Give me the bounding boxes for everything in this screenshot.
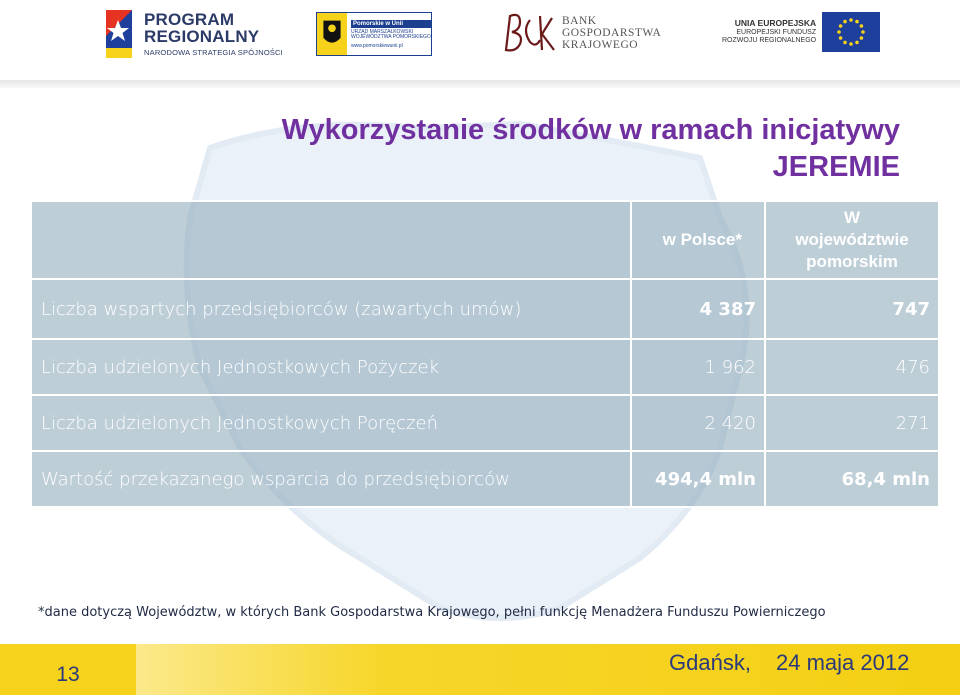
header-divider <box>0 80 960 88</box>
slide-title <box>200 112 900 186</box>
footer-date: 24 maja 2012 <box>776 650 910 675</box>
bgk-logo-line1: BANK <box>562 14 597 27</box>
pomorskie-logo-line2: URZĄD MARSZAŁKOWSKI <box>351 28 414 35</box>
page-number: 13 <box>0 644 136 695</box>
table-row <box>31 451 939 507</box>
header-pomorskie-line2: województwie <box>795 229 909 249</box>
table-row <box>31 339 939 395</box>
eu-logo <box>722 12 880 52</box>
bgk-monogram-icon <box>500 10 556 56</box>
row-value-pomorskie: 271 <box>765 395 939 451</box>
slide-title-line2: JEREMIE <box>772 151 900 183</box>
row-label: Wartość przekazanego wsparcia do przedsiębiorców <box>31 451 631 507</box>
jeremie-statistics-table <box>30 200 940 508</box>
table-row <box>31 279 939 339</box>
pomorskie-logo-line1: Pomorskie w Unii <box>351 20 431 28</box>
pomorskie-logo <box>316 12 432 56</box>
footer-bar <box>136 644 960 695</box>
eu-logo-line2: EUROPEJSKI FUNDUSZ <box>736 28 817 36</box>
header-pomorskie-line3: pomorskim <box>806 252 898 272</box>
program-logo-line2: REGIONALNY <box>144 27 260 47</box>
row-label: Liczba udzielonych Jednostkowych Pożyczek <box>31 339 631 395</box>
bgk-logo-line2: GOSPODARSTWA <box>562 26 662 39</box>
header-pomorskie <box>765 201 939 279</box>
pomorskie-logo-line3: WOJEWÓDZTWA POMORSKIEGO <box>351 34 431 40</box>
row-value-poland: 2 420 <box>631 395 765 451</box>
row-value-pomorskie: 476 <box>765 339 939 395</box>
header-empty-cell <box>31 201 631 279</box>
program-regionalny-logo <box>100 6 283 62</box>
row-value-poland: 1 962 <box>631 339 765 395</box>
eu-flag-icon <box>822 12 880 52</box>
footnote: *dane dotyczą Województw, w których Bank Gospodarstwa Krajowego, pełni funkcję Menadżera Funduszu Powierniczego <box>38 605 826 620</box>
slide-title-line1: Wykorzystanie środków w ramach inicjatywy <box>281 114 900 146</box>
program-logo-line3: NARODOWA STRATEGIA SPÓJNOŚCI <box>144 48 283 58</box>
bgk-logo-line3: KRAJOWEGO <box>562 39 639 52</box>
row-value-pomorskie: 68,4 mln <box>765 451 939 507</box>
griffin-shield-icon <box>317 13 347 55</box>
footer-city: Gdańsk, <box>669 650 751 675</box>
row-value-pomorskie: 747 <box>765 279 939 339</box>
eu-logo-line3: ROZWOJU REGIONALNEGO <box>722 36 817 44</box>
row-label: Liczba wspartych przedsiębiorców (zawartych umów) <box>31 279 631 339</box>
star-flag-icon <box>100 6 136 62</box>
table-header-row <box>31 201 939 279</box>
row-value-poland: 4 387 <box>631 279 765 339</box>
row-label: Liczba udzielonych Jednostkowych Poręczeń <box>31 395 631 451</box>
bgk-logo <box>500 10 661 56</box>
header-pomorskie-line1: W <box>843 207 861 227</box>
eu-logo-line1: UNIA EUROPEJSKA <box>734 18 817 29</box>
slide-footer <box>0 644 960 695</box>
logo-header <box>0 0 960 86</box>
header-poland: w Polsce* <box>631 201 765 279</box>
program-logo-line1: PROGRAM <box>144 10 235 30</box>
table-row <box>31 395 939 451</box>
row-value-poland: 494,4 mln <box>631 451 765 507</box>
pomorskie-logo-url: www.pomorskiewunii.pl <box>351 42 403 49</box>
